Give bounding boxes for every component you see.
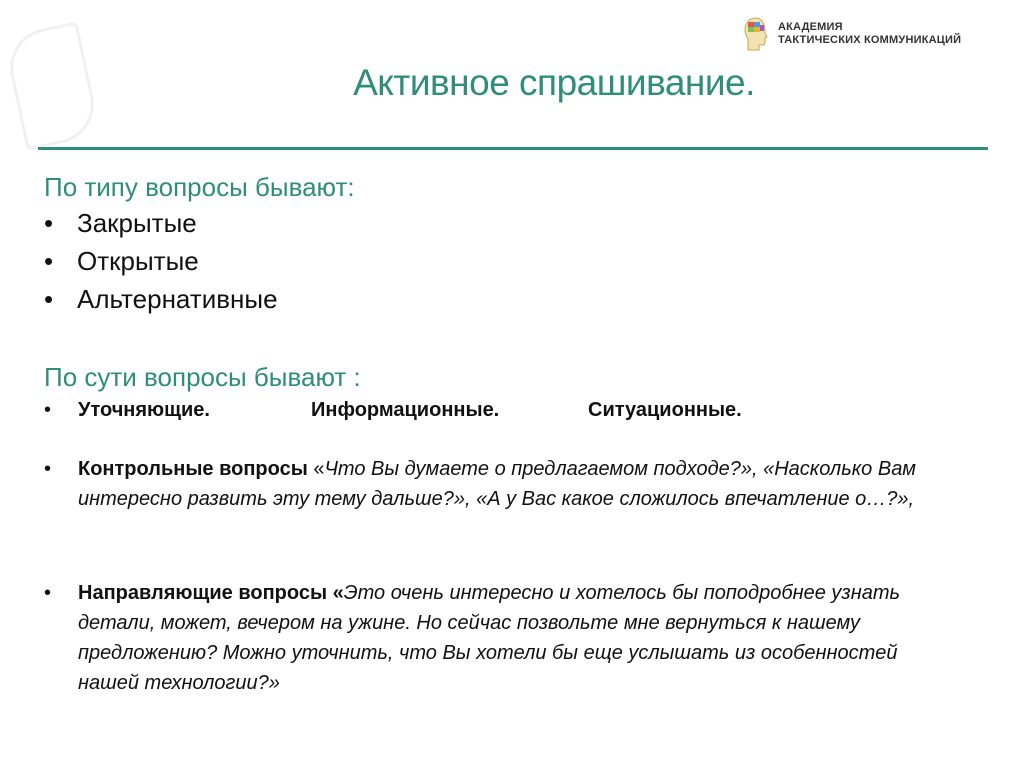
title-divider (38, 147, 988, 150)
situational-label: Ситуационные. (588, 399, 742, 421)
academy-logo (744, 17, 961, 51)
informational-label: Информационные. (311, 399, 500, 421)
control-examples: Что Вы думаете о предлагаемом подходе?», «Насколько Вам интересно развить эту тему дальше?», «А у Вас какое сложилось впечатление о…?», (78, 458, 917, 510)
bullet: • (44, 458, 52, 480)
guiding-label: Направляющие вопросы « (78, 582, 344, 604)
guiding-example: Это очень интересно и хотелось бы поподробнее узнать детали, может, вечером на ужине. Но сейчас позвольте мне вернуться к нашему предложению? Можно уточнить, что Вы хотели бы еще услышать из особенностей нашей технологии?» (78, 582, 901, 694)
bullet: • (44, 208, 54, 238)
type-alternative: Альтернативные (77, 284, 278, 314)
head-logo-icon (744, 17, 768, 51)
bullet: • (44, 399, 52, 421)
type-heading: По типу вопросы бывают: (44, 172, 355, 202)
control-label: Контрольные вопросы (78, 458, 308, 480)
logo-line-1: АКАДЕМИЯ (778, 21, 843, 33)
type-open: Открытые (77, 246, 199, 276)
list-item (44, 280, 278, 318)
bullet: • (44, 284, 54, 314)
control-open-quote: « (307, 458, 325, 480)
control-questions-item (44, 454, 974, 514)
guiding-questions-item (44, 578, 944, 698)
list-item (44, 204, 278, 242)
bullet: • (44, 582, 52, 604)
logo-line-2: ТАКТИЧЕСКИХ КОММУНИКАЦИЙ (778, 34, 962, 46)
type-list (44, 204, 278, 318)
bullet: • (44, 246, 54, 276)
clarifying-label: Уточняющие. (78, 399, 210, 421)
slide-title: Активное спрашивание. (353, 62, 755, 103)
list-item (44, 242, 278, 280)
type-closed: Закрытые (77, 208, 197, 238)
essence-heading: По сути вопросы бывают : (44, 362, 361, 392)
